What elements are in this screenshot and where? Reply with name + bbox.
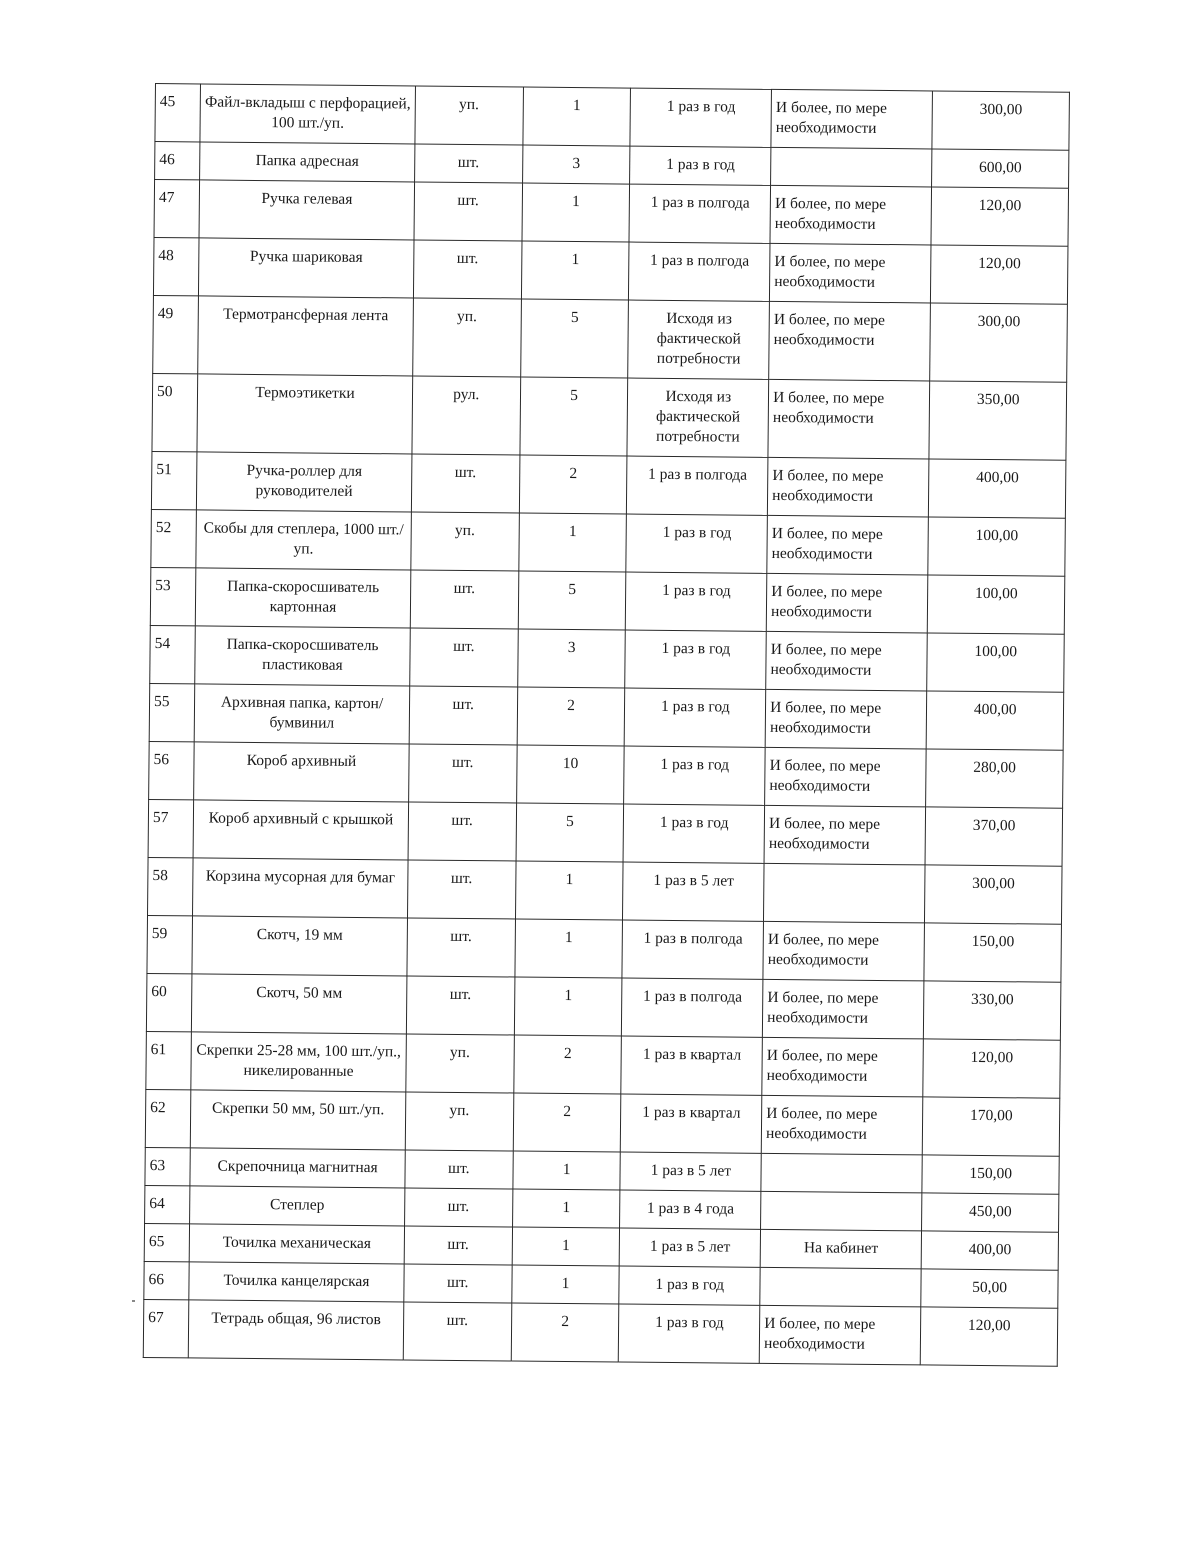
cell-note [760, 1267, 922, 1307]
cell-replacement-frequency: 1 раз в полгода [629, 242, 770, 301]
cell-row-number: 52 [151, 509, 197, 567]
cell-note: И более, по мере необходимости [763, 921, 925, 981]
cell-row-number: 51 [151, 451, 197, 509]
cell-unit-of-measure: шт. [411, 454, 519, 513]
cell-row-number: 49 [153, 295, 199, 373]
cell-item-name: Корзина мусорная для бумаг [193, 858, 408, 918]
cell-replacement-frequency: Исходя из фактической потребности [627, 378, 768, 457]
table-row [155, 84, 1070, 151]
cell-replacement-frequency: 1 раз в полгода [622, 920, 763, 979]
scan-speck [132, 1300, 135, 1302]
cell-note: И более, по мере необходимости [767, 515, 929, 575]
cell-note: И более, по мере необходимости [765, 689, 927, 749]
cell-replacement-frequency: 1 раз в полгода [622, 978, 763, 1037]
cell-note [761, 1153, 923, 1193]
cell-replacement-frequency: 1 раз в год [624, 746, 765, 805]
cell-replacement-frequency: 1 раз в год [626, 514, 767, 573]
cell-note: И более, по мере необходимости [770, 185, 932, 245]
cell-row-number: 55 [149, 683, 195, 741]
cell-row-number: 66 [144, 1261, 190, 1299]
table-row [153, 237, 1068, 304]
cell-unit-price: 300,00 [930, 303, 1067, 382]
cell-note: И более, по мере необходимости [769, 301, 931, 381]
cell-quantity: 2 [513, 1035, 621, 1094]
table-row [149, 741, 1064, 808]
cell-replacement-frequency: 1 раз в год [630, 146, 771, 185]
cell-row-number: 62 [145, 1089, 191, 1147]
cell-unit-price: 300,00 [925, 865, 1062, 924]
cell-item-name: Ручка-роллер для руководителей [197, 452, 412, 512]
cell-note [761, 1191, 923, 1231]
cell-quantity: 2 [511, 1303, 619, 1362]
cell-unit-of-measure: шт. [407, 918, 515, 977]
cell-unit-of-measure: шт. [406, 976, 514, 1035]
cell-unit-of-measure: шт. [410, 628, 518, 687]
cell-note: И более, по мере необходимости [770, 243, 932, 303]
cell-row-number: 61 [146, 1031, 192, 1089]
cell-replacement-frequency: 1 раз в год [623, 804, 764, 863]
cell-item-name: Папка-скоросшиватель картонная [195, 568, 410, 628]
cell-item-name: Степлер [190, 1186, 405, 1226]
cell-note: И более, по мере необходимости [763, 979, 925, 1039]
cell-item-name: Ручка шариковая [199, 238, 414, 298]
cell-replacement-frequency: 1 раз в год [619, 1304, 760, 1363]
cell-item-name: Тетрадь общая, 96 листов [188, 1300, 403, 1360]
cell-quantity: 1 [512, 1227, 620, 1266]
cell-note: И более, по мере необходимости [771, 89, 933, 149]
cell-row-number: 63 [145, 1147, 191, 1185]
table-row [152, 373, 1067, 460]
cell-replacement-frequency: 1 раз в квартал [621, 1036, 762, 1095]
cell-note [771, 147, 933, 187]
cell-quantity: 2 [519, 455, 627, 514]
table-row [150, 625, 1065, 692]
cell-quantity: 5 [520, 299, 629, 378]
cell-unit-price: 100,00 [928, 575, 1065, 634]
cell-quantity: 1 [523, 87, 631, 146]
cell-note: И более, по мере необходимости [759, 1305, 921, 1365]
cell-unit-of-measure: шт. [407, 860, 515, 919]
cell-note: И более, по мере необходимости [764, 805, 926, 865]
cell-unit-price: 150,00 [924, 923, 1061, 982]
cell-unit-price: 300,00 [932, 91, 1069, 150]
table-row [149, 683, 1064, 750]
cell-replacement-frequency: 1 раз в полгода [627, 456, 768, 515]
cell-unit-price: 100,00 [928, 517, 1065, 576]
cell-item-name: Папка адресная [200, 142, 415, 182]
cell-row-number: 56 [149, 741, 195, 799]
cell-replacement-frequency: 1 раз в 5 лет [620, 1152, 761, 1191]
cell-unit-of-measure: шт. [409, 686, 517, 745]
cell-unit-price: 370,00 [925, 807, 1062, 866]
cell-unit-price: 120,00 [921, 1307, 1058, 1366]
cell-unit-price: 350,00 [929, 381, 1066, 460]
cell-unit-price: 120,00 [923, 1039, 1060, 1098]
cell-quantity: 5 [518, 571, 626, 630]
cell-quantity: 2 [517, 687, 625, 746]
cell-unit-price: 100,00 [927, 633, 1064, 692]
cell-unit-price: 280,00 [926, 749, 1063, 808]
cell-row-number: 60 [146, 973, 192, 1031]
cell-item-name: Скобы для степлера, 1000 шт./уп. [196, 510, 411, 570]
table-row [146, 973, 1061, 1040]
cell-note: И более, по мере необходимости [768, 457, 930, 517]
cell-unit-price: 400,00 [922, 1231, 1059, 1270]
cell-row-number: 67 [143, 1299, 189, 1357]
cell-unit-of-measure: шт. [404, 1188, 512, 1227]
cell-item-name: Точилка механическая [189, 1224, 404, 1264]
cell-quantity: 3 [522, 145, 630, 184]
cell-replacement-frequency: 1 раз в 4 года [620, 1190, 761, 1229]
cell-unit-of-measure: уп. [412, 298, 521, 377]
table-row [151, 451, 1066, 518]
cell-row-number: 65 [144, 1223, 190, 1261]
cell-row-number: 47 [154, 180, 200, 238]
cell-unit-of-measure: шт. [413, 240, 521, 299]
cell-replacement-frequency: 1 раз в 5 лет [620, 1228, 761, 1267]
cell-unit-of-measure: шт. [405, 1150, 513, 1189]
cell-replacement-frequency: 1 раз в 5 лет [623, 862, 764, 921]
cell-unit-of-measure: уп. [406, 1034, 514, 1093]
cell-row-number: 59 [147, 915, 193, 973]
cell-row-number: 57 [148, 799, 194, 857]
cell-note: И более, по мере необходимости [768, 379, 930, 459]
cell-quantity: 10 [516, 745, 624, 804]
cell-item-name: Короб архивный [194, 742, 409, 802]
cell-quantity: 5 [520, 377, 629, 456]
cell-unit-of-measure: уп. [415, 86, 523, 145]
cell-replacement-frequency: 1 раз в год [626, 572, 767, 631]
cell-replacement-frequency: Исходя из фактической потребности [628, 300, 769, 379]
table-row [150, 567, 1065, 634]
supplies-table [143, 83, 1070, 1367]
cell-note: На кабинет [760, 1229, 922, 1269]
table-row [151, 509, 1066, 576]
cell-replacement-frequency: 1 раз в год [630, 88, 771, 147]
cell-unit-price: 400,00 [929, 459, 1066, 518]
cell-unit-price: 150,00 [922, 1155, 1059, 1194]
cell-row-number: 58 [148, 857, 194, 915]
cell-unit-of-measure: шт. [410, 570, 518, 629]
cell-item-name: Термоэтикетки [197, 374, 412, 454]
cell-row-number: 48 [153, 237, 199, 295]
cell-item-name: Ручка гелевая [199, 180, 414, 240]
cell-unit-price: 400,00 [927, 691, 1064, 750]
cell-unit-price: 450,00 [922, 1193, 1059, 1232]
cell-quantity: 1 [515, 919, 623, 978]
cell-note: И более, по мере необходимости [761, 1095, 923, 1155]
cell-unit-of-measure: уп. [405, 1092, 513, 1151]
cell-unit-of-measure: шт. [414, 144, 522, 183]
cell-quantity: 2 [513, 1093, 621, 1152]
cell-row-number: 54 [150, 625, 196, 683]
cell-quantity: 1 [515, 861, 623, 920]
cell-item-name: Термотрансферная лента [198, 296, 413, 376]
cell-item-name: Скотч, 19 мм [192, 916, 407, 976]
cell-unit-of-measure: шт. [408, 744, 516, 803]
cell-note: И более, по мере необходимости [765, 747, 927, 807]
cell-unit-price: 600,00 [932, 149, 1069, 188]
cell-quantity: 1 [518, 513, 626, 572]
cell-row-number: 53 [150, 567, 196, 625]
cell-item-name: Короб архивный с крышкой [193, 800, 408, 860]
cell-replacement-frequency: 1 раз в год [619, 1266, 760, 1305]
cell-note: И более, по мере необходимости [762, 1037, 924, 1097]
cell-unit-price: 120,00 [931, 245, 1068, 304]
cell-row-number: 64 [145, 1185, 191, 1223]
cell-quantity: 1 [513, 1151, 621, 1190]
cell-unit-of-measure: шт. [403, 1302, 511, 1361]
cell-item-name: Скотч, 50 мм [192, 974, 407, 1034]
cell-item-name: Файл-вкладыш с перфорацией, 100 шт./уп. [200, 84, 415, 144]
cell-quantity: 1 [514, 977, 622, 1036]
table-row [148, 857, 1063, 924]
cell-unit-price: 50,00 [921, 1269, 1058, 1308]
cell-replacement-frequency: 1 раз в год [625, 630, 766, 689]
cell-unit-of-measure: уп. [411, 512, 519, 571]
cell-row-number: 45 [155, 84, 201, 142]
cell-quantity: 3 [517, 629, 625, 688]
cell-unit-price: 330,00 [924, 981, 1061, 1040]
cell-unit-price: 170,00 [923, 1097, 1060, 1156]
cell-item-name: Папка-скоросшиватель пластиковая [195, 626, 410, 686]
table-row [146, 1031, 1061, 1098]
cell-quantity: 1 [512, 1189, 620, 1228]
cell-row-number: 46 [155, 142, 201, 180]
cell-replacement-frequency: 1 раз в год [625, 688, 766, 747]
table-row [145, 1089, 1060, 1156]
cell-replacement-frequency: 1 раз в полгода [629, 184, 770, 243]
cell-quantity: 1 [522, 183, 630, 242]
table-row [147, 915, 1062, 982]
cell-quantity: 5 [516, 803, 624, 862]
cell-unit-of-measure: шт. [414, 182, 522, 241]
table-row [148, 799, 1063, 866]
cell-quantity: 1 [521, 241, 629, 300]
cell-item-name: Скрепочница магнитная [190, 1148, 405, 1188]
cell-quantity: 1 [511, 1265, 619, 1304]
table-row [153, 295, 1068, 382]
cell-note: И более, по мере необходимости [766, 573, 928, 633]
cell-item-name: Точилка канцелярская [189, 1262, 404, 1302]
cell-unit-of-measure: рул. [412, 376, 521, 455]
cell-note [764, 863, 926, 923]
cell-unit-of-measure: шт. [404, 1264, 512, 1303]
cell-replacement-frequency: 1 раз в квартал [621, 1094, 762, 1153]
cell-unit-price: 120,00 [931, 187, 1068, 246]
cell-unit-of-measure: шт. [404, 1226, 512, 1265]
table-row [143, 1299, 1058, 1366]
cell-note: И более, по мере необходимости [766, 631, 928, 691]
cell-row-number: 50 [152, 373, 198, 451]
cell-item-name: Скрепки 50 мм, 50 шт./уп. [190, 1090, 405, 1150]
table-body [143, 84, 1069, 1367]
cell-unit-of-measure: шт. [408, 802, 516, 861]
cell-item-name: Архивная папка, картон/бумвинил [194, 684, 409, 744]
cell-item-name: Скрепки 25-28 мм, 100 шт./уп., никелированные [191, 1032, 406, 1092]
table-row [154, 180, 1069, 247]
